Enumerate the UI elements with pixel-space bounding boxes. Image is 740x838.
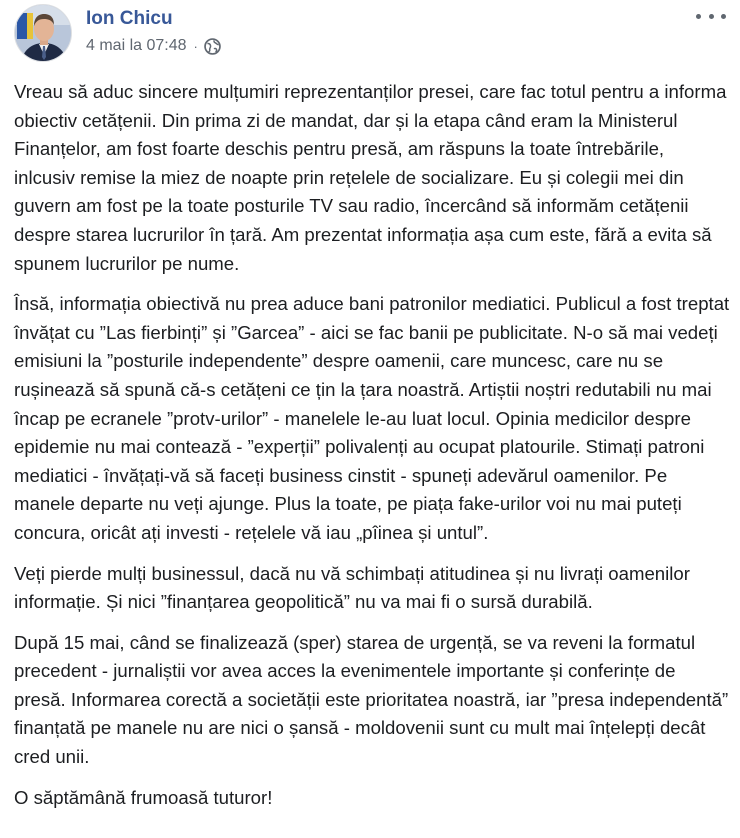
post-paragraph: Însă, informația obiectivă nu prea aduce bani patronilor mediatici. Publicul a fost treptat învățat cu ”Las fierbinți” și ”Garcea” - aici se fac banii pe publicitate. N-o să mai vedeți emisiuni la ”posturile independente” despre oamenii, care muncesc, care nu se rușinează să spună că-s cetățeni ce țin la țara noastră. Artiștii noștri redutabili nu mai încap pe ecranele ”protv-urilor” - manelele le-au luat locul. Opinia medicilor despre epidemie nu mai contează - ”experții” polivalenți au ocupat platourile. Stimați patroni mediatici - învățați-vă să faceți business cinstit - spuneți adevărul oamenilor. Pe manele departe nu veți ajunge. Plus la toate, pe piața fake-urilor voi nu mai puteți concura, oricât ați investi - rețelele vă iau „pîinea și untul”. — [14, 293, 730, 543]
post-header — [14, 4, 726, 62]
globe-icon[interactable] — [204, 38, 221, 55]
author-name-link[interactable]: Ion Chicu — [86, 8, 173, 29]
meta-separator: · — [193, 38, 198, 54]
more-dot — [709, 14, 714, 19]
author-avatar[interactable] — [14, 4, 72, 62]
post-paragraph: O săptămână frumoasă tuturor! — [14, 786, 273, 808]
more-options-icon[interactable] — [696, 6, 726, 26]
more-dot — [696, 14, 701, 19]
post-meta — [86, 37, 221, 55]
post-timestamp[interactable]: 4 mai la 07:48 — [86, 37, 187, 54]
post-paragraph: Veți pierde mulți businessul, dacă nu vă schimbați atitudinea și nu livrați oamenilor informație. Și nici ”finanțarea geopolitică” nu va mai fi o sursă durabilă. — [14, 562, 690, 613]
avatar-image — [15, 5, 72, 62]
post-body — [14, 78, 730, 824]
post-paragraph: Vreau să aduc sincere mulțumiri reprezentanților presei, care fac totul pentru a informa obiectiv cetățenii. Din prima zi de mandat, dar și la etapa când eram la Ministerul Finanțelor, am fost foarte deschis pentru presă, am răspuns la toate întrebările, inlcusiv remise la miez de noapte prin rețelele de socializare. Eu și colegii mei din guvern am fost pe la toate posturile TV sau radio, încercând să informăm cetățenii despre starea lucrurilor în țară. Am prezentat informația așa cum este, fără a evita să spunem lucrurilor pe nume. — [14, 81, 727, 274]
more-dot — [721, 14, 726, 19]
post-paragraph: După 15 mai, când se finalizează (sper) starea de urgență, se va reveni la formatul precedent - jurnaliștii vor avea acces la evenimentele importante și conferințe de presă. Informarea corectă a societății este prioritatea noastră, iar ”presa independentă” finanțată pe manele nu are nici o șansă - moldovenii sunt cu mult mai înțelepți decât cred unii. — [14, 631, 729, 768]
